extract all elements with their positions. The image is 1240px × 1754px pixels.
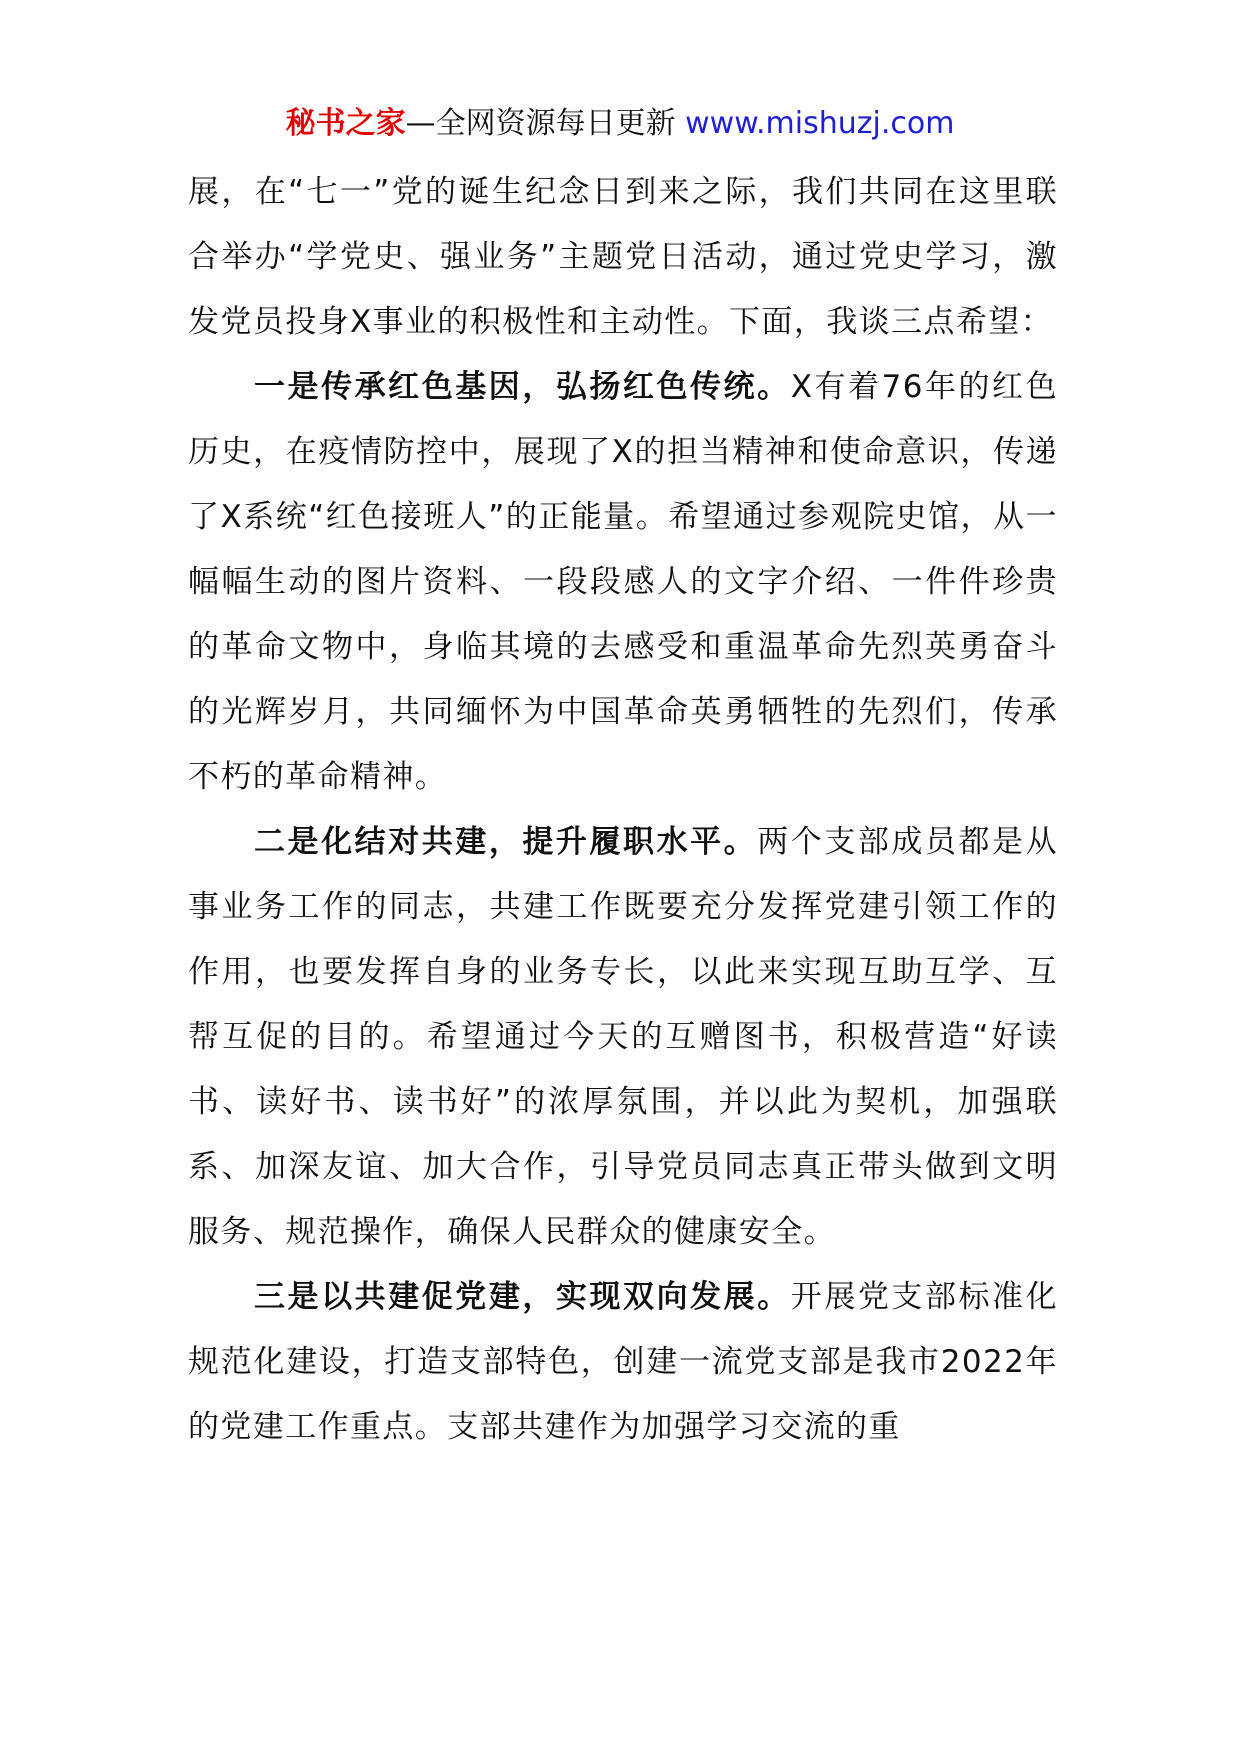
paragraph-lead: 二是化结对共建，提升履职水平。 [254, 824, 758, 860]
paragraph-point-one [188, 355, 1058, 810]
page-header [0, 104, 1240, 144]
paragraph-text: 展，在“七一”党的诞生纪念日到来之际，我们共同在这里联合举办“学党史、强业务”主题党日活动，通过党史学习，激发党员投身X事业的积极性和主动性。下面，我谈三点希望： [188, 174, 1058, 340]
site-link[interactable]: www.mishuzj.com [685, 106, 955, 141]
header-tagline: —全网资源每日更新 [405, 106, 686, 141]
paragraph-lead: 三是以共建促党建，实现双向发展。 [254, 1279, 791, 1315]
paragraph-point-two [188, 810, 1058, 1265]
document-body [188, 160, 1058, 1460]
paragraph-text: 开展党支部标准化规范化建设，打造支部特色，创建一流党支部是我市2022年的党建工作重点。支部共建作为加强学习交流的重 [188, 1279, 1058, 1445]
paragraph-text: X有着76年的红色历史，在疫情防控中，展现了X的担当精神和使命意识，传递了X系统“红色接班人”的正能量。希望通过参观院史馆，从一幅幅生动的图片资料、一段段感人的文字介绍、一件件珍贵的革命文物中，身临其境的去感受和重温革命先烈英勇奋斗的光辉岁月，共同缅怀为中国革命英勇牺牲的先烈们，传承不朽的革命精神。 [188, 369, 1058, 795]
brand-name: 秘书之家 [285, 106, 406, 141]
paragraph-text: 两个支部成员都是从事业务工作的同志，共建工作既要充分发挥党建引领工作的作用，也要发挥自身的业务专长，以此来实现互助互学、互帮互促的目的。希望通过今天的互赠图书，积极营造“好读书、读好书、读书好”的浓厚氛围，并以此为契机，加强联系、加深友谊、加大合作，引导党员同志真正带头做到文明服务、规范操作，确保人民群众的健康安全。 [188, 824, 1058, 1250]
paragraph-point-three [188, 1265, 1058, 1460]
paragraph-intro [188, 160, 1058, 355]
paragraph-lead: 一是传承红色基因，弘扬红色传统。 [254, 369, 791, 405]
